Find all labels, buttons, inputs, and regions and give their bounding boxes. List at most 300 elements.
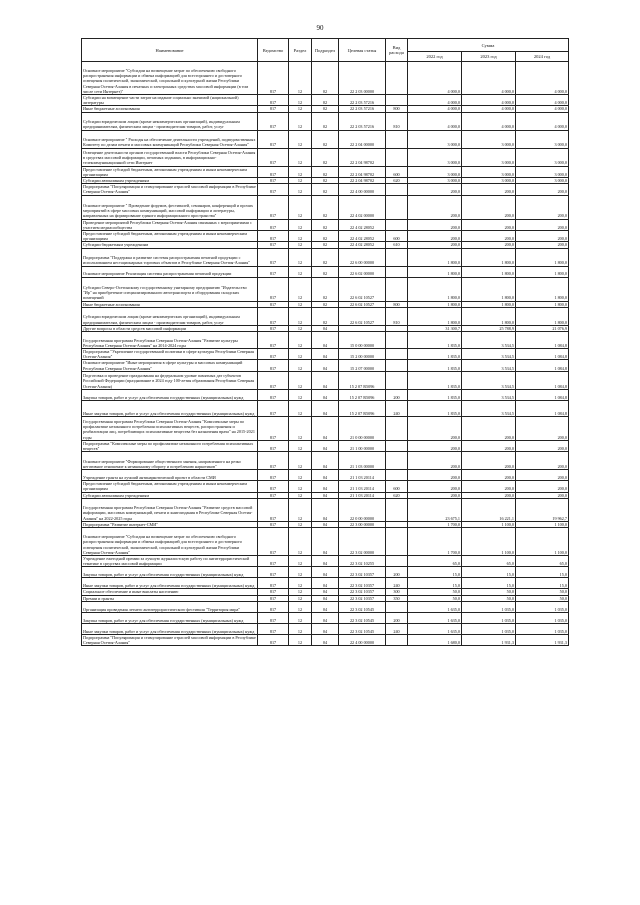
row-subsection: 04: [312, 595, 339, 601]
row-section: 12: [289, 400, 312, 416]
row-expense-type: [386, 634, 408, 645]
row-sum-2024: 4 000,0: [516, 106, 569, 112]
row-subsection: 02: [312, 266, 339, 277]
row-target-code: 22 3 02 10357: [339, 567, 386, 578]
row-target-code: 22 2 04 98702: [339, 178, 386, 184]
row-subsection: 04: [312, 601, 339, 612]
row-sum-2022: 1 835,0: [408, 371, 462, 389]
row-expense-type: [386, 130, 408, 148]
row-sum-2024: 4 000,0: [516, 112, 569, 130]
row-subsection: 04: [312, 371, 339, 389]
table-row: [82, 166, 569, 177]
row-subsection: 02: [312, 231, 339, 242]
row-target-code: 22 3 02 10357: [339, 589, 386, 595]
row-sum-2022: 3 000,0: [408, 148, 462, 166]
row-sum-2023: 200,0: [462, 492, 516, 498]
row-target-code: 22 6 02 00000: [339, 266, 386, 277]
row-subsection: 04: [312, 440, 339, 451]
table-row: [82, 498, 569, 521]
table-row: [82, 528, 569, 556]
table-row: [82, 612, 569, 623]
row-expense-type: [386, 556, 408, 567]
row-subsection: 02: [312, 184, 339, 195]
row-department: 817: [258, 492, 289, 498]
row-sum-2023: 65,0: [462, 556, 516, 567]
row-subsection: 02: [312, 166, 339, 177]
row-sum-2023: 15,0: [462, 567, 516, 578]
row-sum-2023: 4 000,0: [462, 62, 516, 95]
row-sum-2024: 200,0: [516, 195, 569, 219]
row-sum-2024: 200,0: [516, 242, 569, 248]
row-sum-2023: 3 000,0: [462, 178, 516, 184]
row-sum-2024: 200,0: [516, 492, 569, 498]
row-target-code: 21 1 00 00000: [339, 440, 386, 451]
row-target-code: 22 0 00 00000: [339, 498, 386, 521]
row-sum-2023: 4 000,0: [462, 95, 516, 106]
row-subsection: 04: [312, 623, 339, 634]
row-department: 817: [258, 148, 289, 166]
row-sum-2022: 31 300,7: [408, 325, 462, 331]
row-section: 12: [289, 219, 312, 230]
row-expense-type: [386, 277, 408, 301]
row-department: 817: [258, 481, 289, 492]
row-sum-2022: 15,0: [408, 578, 462, 589]
row-department: 817: [258, 349, 289, 360]
row-section: 12: [289, 325, 312, 331]
row-section: 12: [289, 248, 312, 266]
table-row: [82, 556, 569, 567]
row-sum-2024: 1 084,8: [516, 389, 569, 400]
row-expense-type: 350: [386, 595, 408, 601]
header-year-2022: 2022 год: [408, 52, 462, 62]
row-department: 817: [258, 623, 289, 634]
row-target-code: 22 4 02 28052: [339, 242, 386, 248]
row-section: 12: [289, 612, 312, 623]
row-target-code: 22 3 00 00000: [339, 521, 386, 527]
row-name: Субсидии юридическим лицам (кроме некоммерческих организаций), индивидуальным предпринимателям, физическим лицам - производителям товаров, работ, услуг: [82, 112, 258, 130]
row-expense-type: 600: [386, 481, 408, 492]
row-section: 12: [289, 528, 312, 556]
row-sum-2024: 1 800,0: [516, 248, 569, 266]
row-expense-type: [386, 332, 408, 349]
row-sum-2022: 4 000,0: [408, 95, 462, 106]
row-department: 817: [258, 112, 289, 130]
row-expense-type: [386, 62, 408, 95]
row-sum-2024: 1 084,8: [516, 400, 569, 416]
row-sum-2023: 1 100,0: [462, 528, 516, 556]
row-sum-2023: 1 800,0: [462, 277, 516, 301]
table-row: [82, 634, 569, 645]
row-target-code: 22 4 02 28052: [339, 231, 386, 242]
row-sum-2024: 3 000,0: [516, 178, 569, 184]
row-sum-2022: 200,0: [408, 242, 462, 248]
row-name: Предоставление субсидий бюджетным, автономным учреждениям и иным некоммерческим организациям: [82, 166, 258, 177]
row-department: 817: [258, 277, 289, 301]
row-sum-2023: 4 000,0: [462, 106, 516, 112]
row-subsection: 04: [312, 325, 339, 331]
row-target-code: 22 3 02 10357: [339, 595, 386, 601]
row-name: Учреждение ежегодной премии за лучшую журналистскую работу по антитеррористической тематике в средствах массовой информации: [82, 556, 258, 567]
row-department: 817: [258, 266, 289, 277]
row-section: 12: [289, 332, 312, 349]
table-row: [82, 332, 569, 349]
row-expense-type: [386, 219, 408, 230]
row-sum-2023: 200,0: [462, 440, 516, 451]
row-sum-2024: 1 100,0: [516, 528, 569, 556]
row-sum-2022: 200,0: [408, 470, 462, 481]
row-expense-type: [386, 195, 408, 219]
header-expense-type: Вид расхода: [386, 39, 408, 62]
row-sum-2023: 16 221,1: [462, 498, 516, 521]
row-section: 12: [289, 481, 312, 492]
row-sum-2023: 3 534,5: [462, 389, 516, 400]
row-target-code: 22 4 00 00000: [339, 634, 386, 645]
row-subsection: 04: [312, 578, 339, 589]
row-section: 12: [289, 349, 312, 360]
table-row: [82, 248, 569, 266]
row-sum-2024: 3 000,0: [516, 166, 569, 177]
row-name: Предоставление субсидий бюджетным, автономным учреждениям и иным некоммерческим организациям: [82, 231, 258, 242]
row-sum-2023: 50,0: [462, 589, 516, 595]
row-expense-type: 800: [386, 301, 408, 307]
row-name: Подпрограмма "Комплексные меры по профилактике незаконного потребления психоактивных веществ": [82, 440, 258, 451]
row-name: Предоставление субсидий бюджетным, автономным учреждениям и иным некоммерческим организациям: [82, 481, 258, 492]
row-department: 817: [258, 440, 289, 451]
row-expense-type: [386, 371, 408, 389]
row-target-code: 22 3 02 10545: [339, 612, 386, 623]
row-sum-2023: 3 534,5: [462, 371, 516, 389]
row-sum-2022: 4 000,0: [408, 112, 462, 130]
row-name: Учреждение гранта на лучший антинаркотический проект в области СМИ: [82, 470, 258, 481]
row-sum-2022: 1 800,0: [408, 307, 462, 325]
row-target-code: 22 2 03 57216: [339, 112, 386, 130]
row-section: 12: [289, 62, 312, 95]
row-section: 12: [289, 578, 312, 589]
row-sum-2023: 1 035,0: [462, 601, 516, 612]
row-sum-2022: 3 000,0: [408, 130, 462, 148]
row-sum-2022: 200,0: [408, 219, 462, 230]
row-name: Организация проведения летнего антитеррористического фестиваля "Территория мира": [82, 601, 258, 612]
row-sum-2022: 1 700,0: [408, 521, 462, 527]
row-sum-2022: 3 000,0: [408, 178, 462, 184]
row-department: 817: [258, 301, 289, 307]
row-department: 817: [258, 166, 289, 177]
table-row: [82, 277, 569, 301]
row-department: 817: [258, 521, 289, 527]
table-header-row: [82, 39, 569, 52]
row-subsection: 02: [312, 195, 339, 219]
row-subsection: 02: [312, 148, 339, 166]
table-row: [82, 371, 569, 389]
row-subsection: 04: [312, 481, 339, 492]
row-expense-type: [386, 601, 408, 612]
row-subsection: 04: [312, 492, 339, 498]
row-department: 817: [258, 567, 289, 578]
row-name: Подпрограмма "Популяризация и стимулирование отраслей массовой информации в Республике Северная Осетия-Алания": [83, 184, 256, 195]
row-sum-2024: 200,0: [516, 440, 569, 451]
table-row: [82, 148, 569, 166]
row-subsection: 02: [312, 130, 339, 148]
row-target-code: 22 6 02 10527: [339, 301, 386, 307]
row-name: Подпрограмма "Поддержка и развитие системы распространения печатной продукции с использованием нестационарных торговых объектов в Республике Северная Осетия-Алания": [82, 248, 258, 266]
row-expense-type: 200: [386, 389, 408, 400]
row-sum-2023: 15,0: [462, 578, 516, 589]
row-section: 12: [289, 623, 312, 634]
header-sum: Сумма: [408, 39, 569, 52]
row-expense-type: [386, 95, 408, 106]
row-target-code: 15 0 00 00000: [339, 332, 386, 349]
row-expense-type: 240: [386, 400, 408, 416]
header-section: Раздел: [289, 39, 312, 62]
row-target-code: 15 2 07 00000: [339, 360, 386, 371]
row-sum-2024: 200,0: [516, 416, 569, 440]
table-row: [82, 349, 569, 360]
row-sum-2024: 200,0: [516, 452, 569, 470]
row-subsection: 04: [312, 556, 339, 567]
row-expense-type: 800: [386, 106, 408, 112]
row-subsection: 02: [312, 106, 339, 112]
row-target-code: 22 2 04 00000: [339, 130, 386, 148]
header-year-2024: 2024 год: [516, 52, 569, 62]
row-subsection: 02: [312, 112, 339, 130]
row-target-code: 22 6 00 00000: [339, 248, 386, 266]
row-section: 12: [289, 634, 312, 645]
row-department: 817: [258, 589, 289, 595]
row-sum-2024: 1 800,0: [516, 277, 569, 301]
row-department: 817: [258, 595, 289, 601]
row-section: 12: [289, 277, 312, 301]
row-subsection: 04: [312, 567, 339, 578]
row-subsection: 04: [312, 349, 339, 360]
row-sum-2024: 3 000,0: [516, 130, 569, 148]
row-sum-2022: 1 635,0: [408, 601, 462, 612]
row-subsection: 04: [312, 521, 339, 527]
row-section: 12: [289, 371, 312, 389]
row-section: 12: [289, 589, 312, 595]
row-name: Государственная программа Республики Северная Осетия-Алания "Развитие средств массовой информации, массовых коммуникаций, печати и книгоиздания в Республике Северная Осетия-Алания" на 2022-2025 годы: [82, 498, 258, 521]
row-department: 817: [258, 360, 289, 371]
row-name: Закупка товаров, работ и услуг для обеспечения государственных (муниципальных) нужд: [82, 567, 258, 578]
row-sum-2022: 1 800,0: [408, 248, 462, 266]
row-name: Субсидии Северо-Осетинскому государственному унитарному предприятию "Издательство "Ир" на приобретение специализированного автотранспорта и оборудования складских помещений: [82, 277, 258, 301]
row-name: Государственная программа Республики Северная Осетия-Алания "Комплексные меры по профилактике незаконного потребления психоактивных веществ, распространения и реабилитации лиц, потребляющих психоактивные вещества без назначения врача" на 2015-2021 годы: [82, 416, 258, 440]
row-section: 12: [289, 166, 312, 177]
row-sum-2022: 50,0: [408, 589, 462, 595]
row-name: Другие вопросы в области средств массовой информации: [82, 325, 258, 331]
row-target-code: 22 3 02 10357: [339, 578, 386, 589]
row-sum-2022: 1 835,0: [408, 360, 462, 371]
row-target-code: 22 3 02 00000: [339, 528, 386, 556]
row-subsection: 04: [312, 400, 339, 416]
row-section: 12: [289, 492, 312, 498]
table-row: [82, 578, 569, 589]
row-sum-2023: 25 788,9: [462, 325, 516, 331]
row-expense-type: [386, 360, 408, 371]
row-section: 12: [289, 106, 312, 112]
row-name: Основное мероприятие " Расходы на обеспечение деятельности учреждений, подведомственных Комитету по делам печати и массовых коммуникаций Республики Северная Осетия-Алания": [82, 130, 258, 148]
row-sum-2023: 200,0: [462, 481, 516, 492]
row-target-code: 22 6 02 10527: [339, 277, 386, 301]
budget-table: [81, 38, 569, 646]
row-expense-type: [386, 498, 408, 521]
row-section: 12: [289, 266, 312, 277]
row-section: 12: [289, 601, 312, 612]
row-sum-2024: 4 000,0: [516, 95, 569, 106]
row-section: 12: [289, 178, 312, 184]
row-sum-2024: 3 000,0: [516, 148, 569, 166]
row-department: 817: [258, 400, 289, 416]
table-row: [82, 360, 569, 371]
row-sum-2022: 15,0: [408, 567, 462, 578]
row-target-code: 22 2 03 57216: [339, 95, 386, 106]
row-name: Субсидии автономным учреждениям: [82, 178, 258, 184]
row-expense-type: [386, 184, 408, 195]
row-expense-type: 600: [386, 166, 408, 177]
row-target-code: 22 3 02 10545: [339, 623, 386, 634]
row-sum-2022: 1 800,0: [408, 266, 462, 277]
row-sum-2023: 200,0: [462, 242, 516, 248]
row-subsection: 04: [312, 389, 339, 400]
row-expense-type: [386, 266, 408, 277]
row-name: Подпрограмма "Популяризация и стимулирование отраслей массовой информации в Республике Северная Осетия-Алания": [83, 634, 256, 646]
row-department: 817: [258, 178, 289, 184]
row-sum-2023: 200,0: [462, 184, 516, 195]
row-subsection: 04: [312, 612, 339, 623]
row-section: 12: [289, 130, 312, 148]
row-sum-2024: 1 084,8: [516, 349, 569, 360]
row-expense-type: 300: [386, 589, 408, 595]
row-subsection: 04: [312, 498, 339, 521]
table-row: [82, 440, 569, 451]
row-subsection: 02: [312, 219, 339, 230]
table-row: [82, 231, 569, 242]
row-sum-2023: 1 931,3: [462, 634, 516, 645]
row-name: Субсидии юридическим лицам (кроме некоммерческих организаций), индивидуальным предпринимателям, физическим лицам - производителям товаров, работ, услуг: [82, 307, 258, 325]
row-department: 817: [258, 556, 289, 567]
row-target-code: 22 4 02 28052: [339, 219, 386, 230]
row-department: 817: [258, 106, 289, 112]
row-department: 817: [258, 498, 289, 521]
row-sum-2024: 1 800,0: [516, 301, 569, 307]
row-expense-type: [386, 470, 408, 481]
row-name: Проведение мероприятий Республики Северная Осетия-Алания связанных с мероприятиями с участием медиасообщества: [82, 219, 258, 230]
row-expense-type: [386, 416, 408, 440]
row-name: Освещение деятельности органов государственной власти Республики Северная Осетия-Алания в средствах массовой информации, печатных изданиях, в информационно-телекоммуникационной сети Интернет: [82, 148, 258, 166]
row-sum-2022: 1 800,0: [408, 301, 462, 307]
row-subsection: 02: [312, 95, 339, 106]
row-name: Основное мероприятие "Иные мероприятия в сфере культуры и массовых коммуникаций Республики Северная Осетия-Алания": [82, 360, 258, 371]
row-department: 817: [258, 95, 289, 106]
row-department: 817: [258, 130, 289, 148]
table-row: [82, 452, 569, 470]
row-department: 817: [258, 248, 289, 266]
row-sum-2022: 1 635,0: [408, 612, 462, 623]
row-sum-2024: 1 800,0: [516, 266, 569, 277]
row-sum-2024: 200,0: [516, 231, 569, 242]
row-sum-2024: 1 035,0: [516, 623, 569, 634]
row-expense-type: 620: [386, 492, 408, 498]
row-subsection: 04: [312, 452, 339, 470]
row-target-code: 22 4 00 00000: [339, 184, 386, 195]
table-row: [82, 567, 569, 578]
row-expense-type: 610: [386, 242, 408, 248]
row-name: Иные закупки товаров, работ и услуг для обеспечения государственных (муниципальных) нужд: [82, 578, 258, 589]
row-sum-2022: 200,0: [408, 416, 462, 440]
row-sum-2024: 200,0: [516, 481, 569, 492]
row-name: Закупка товаров, работ и услуг для обеспечения государственных (муниципальных) нужд: [82, 612, 258, 623]
table-row: [82, 601, 569, 612]
row-target-code: 22 4 02 00000: [339, 195, 386, 219]
row-section: 12: [289, 440, 312, 451]
row-expense-type: [386, 440, 408, 451]
row-subsection: 02: [312, 277, 339, 301]
row-sum-2022: 1 835,0: [408, 332, 462, 349]
row-department: 817: [258, 62, 289, 95]
row-sum-2023: 3 534,5: [462, 332, 516, 349]
header-year-2023: 2023 год: [462, 52, 516, 62]
table-row: [82, 623, 569, 634]
row-sum-2022: 4 000,0: [408, 106, 462, 112]
row-expense-type: 240: [386, 623, 408, 634]
header-name: Наименование: [82, 39, 258, 62]
row-subsection: 04: [312, 416, 339, 440]
row-section: 12: [289, 112, 312, 130]
table-row: [82, 266, 569, 277]
row-section: 12: [289, 556, 312, 567]
row-sum-2024: 200,0: [516, 184, 569, 195]
row-name: Субсидии автономным учреждениям: [82, 492, 258, 498]
row-sum-2024: 1 035,0: [516, 601, 569, 612]
row-sum-2023: 200,0: [462, 195, 516, 219]
row-sum-2024: 21 076,9: [516, 325, 569, 331]
row-section: 12: [289, 470, 312, 481]
table-row: [82, 307, 569, 325]
row-sum-2023: 200,0: [462, 219, 516, 230]
table-row: [82, 184, 569, 195]
row-department: 817: [258, 184, 289, 195]
row-name: Подпрограмма "Укрепление государственной политики в сфере культуры Республики Северная Осетия-Алания": [82, 349, 258, 360]
row-subsection: 02: [312, 62, 339, 95]
table-row: [82, 112, 569, 130]
header-target: Целевая статья: [339, 39, 386, 62]
row-sum-2024: 50,0: [516, 589, 569, 595]
row-department: 817: [258, 470, 289, 481]
row-name: Иные бюджетные ассигнования: [82, 301, 258, 307]
row-sum-2022: 50,0: [408, 595, 462, 601]
row-sum-2022: 1 835,0: [408, 400, 462, 416]
row-subsection: 02: [312, 248, 339, 266]
row-name: Социальное обеспечение и иные выплаты населению: [82, 589, 258, 595]
row-section: 12: [289, 567, 312, 578]
row-sum-2022: 200,0: [408, 184, 462, 195]
row-sum-2024: 1 084,8: [516, 371, 569, 389]
row-sum-2022: 1 800,0: [408, 277, 462, 301]
row-sum-2022: 3 000,0: [408, 166, 462, 177]
row-section: 12: [289, 95, 312, 106]
row-section: 12: [289, 307, 312, 325]
row-target-code: 22 6 02 10527: [339, 307, 386, 325]
row-department: 817: [258, 231, 289, 242]
row-section: 12: [289, 148, 312, 166]
row-section: 12: [289, 452, 312, 470]
row-sum-2023: 3 000,0: [462, 148, 516, 166]
row-section: 12: [289, 521, 312, 527]
row-target-code: 22 2 04 98702: [339, 166, 386, 177]
row-department: 817: [258, 601, 289, 612]
table-row: [82, 481, 569, 492]
row-name: Премии и гранты: [82, 595, 258, 601]
table-row: [82, 130, 569, 148]
